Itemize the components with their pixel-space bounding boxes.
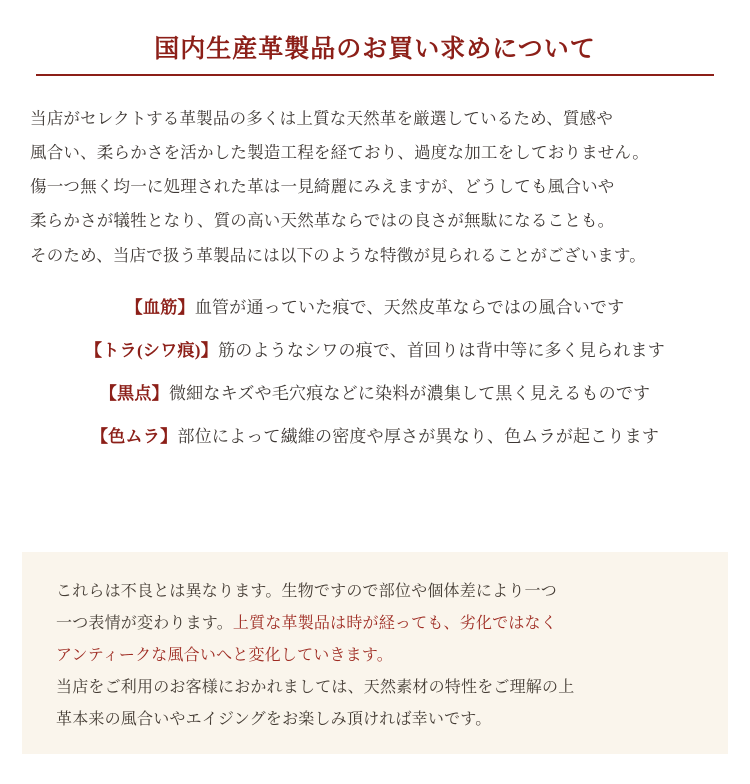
note-line-highlight: 上質な革製品は時が経っても、劣化ではなく — [232, 615, 557, 632]
feature-description: 筋のようなシワの痕で、首回りは背中等に多く見られます — [218, 341, 665, 360]
intro-line: 当店がセレクトする革製品の多くは上質な天然革を厳選しているため、質感や — [30, 108, 614, 128]
intro-line: 傷一つ無く均一に処理された革は一見綺麗にみえますが、どうしても風合いや — [30, 177, 615, 197]
feature-key: 【色ムラ】 — [90, 426, 178, 446]
feature-description: 部位によって繊維の密度や厚さが異なり、色ムラが起こります — [177, 426, 660, 446]
intro-line: 柔らかさが犠牲となり、質の高い天然革ならではの良さが無駄になることも。 — [30, 211, 615, 231]
page-title-container — [0, 34, 750, 76]
intro-line: 風合い、柔らかさを活かした製造工程を経ており、過度な加工をしておりません。 — [30, 142, 649, 162]
list-item — [16, 297, 734, 320]
feature-key: 【トラ(シワ痕)】 — [85, 341, 219, 360]
note-line-plain: 一つ表情が変わります。 — [56, 615, 233, 632]
intro-line: そのため、当店で扱う革製品には以下のような特徴が見られることがございます。 — [30, 245, 646, 265]
note-line: 革本来の風合いやエイジングをお楽しみ頂ければ幸いです。 — [56, 711, 492, 728]
note-line: これらは不良とは異なります。生物ですので部位や個体差により一つ — [56, 583, 557, 600]
note-line — [56, 608, 700, 640]
intro-paragraph — [0, 102, 750, 274]
page-title: 国内生産革製品のお買い求めについて — [36, 34, 714, 76]
note-line-highlight: アンティークな風合いへと変化していきます。 — [56, 647, 394, 664]
document-page — [0, 34, 750, 784]
feature-key: 【黒点】 — [99, 383, 169, 403]
feature-description: 微細なキズや毛穴痕などに染料が濃集して黒く見えるものです — [168, 383, 651, 403]
note-line: 当店をご利用のお客様におかれましては、天然素材の特性をご理解の上 — [56, 679, 575, 696]
list-item — [16, 340, 734, 363]
feature-list — [0, 297, 750, 449]
feature-key: 【血筋】 — [125, 298, 195, 318]
feature-description: 血管が通っていた痕で、天然皮革ならではの風合いです — [194, 298, 625, 318]
closing-note-box — [22, 552, 728, 754]
list-item — [16, 426, 734, 449]
list-item — [16, 383, 734, 406]
